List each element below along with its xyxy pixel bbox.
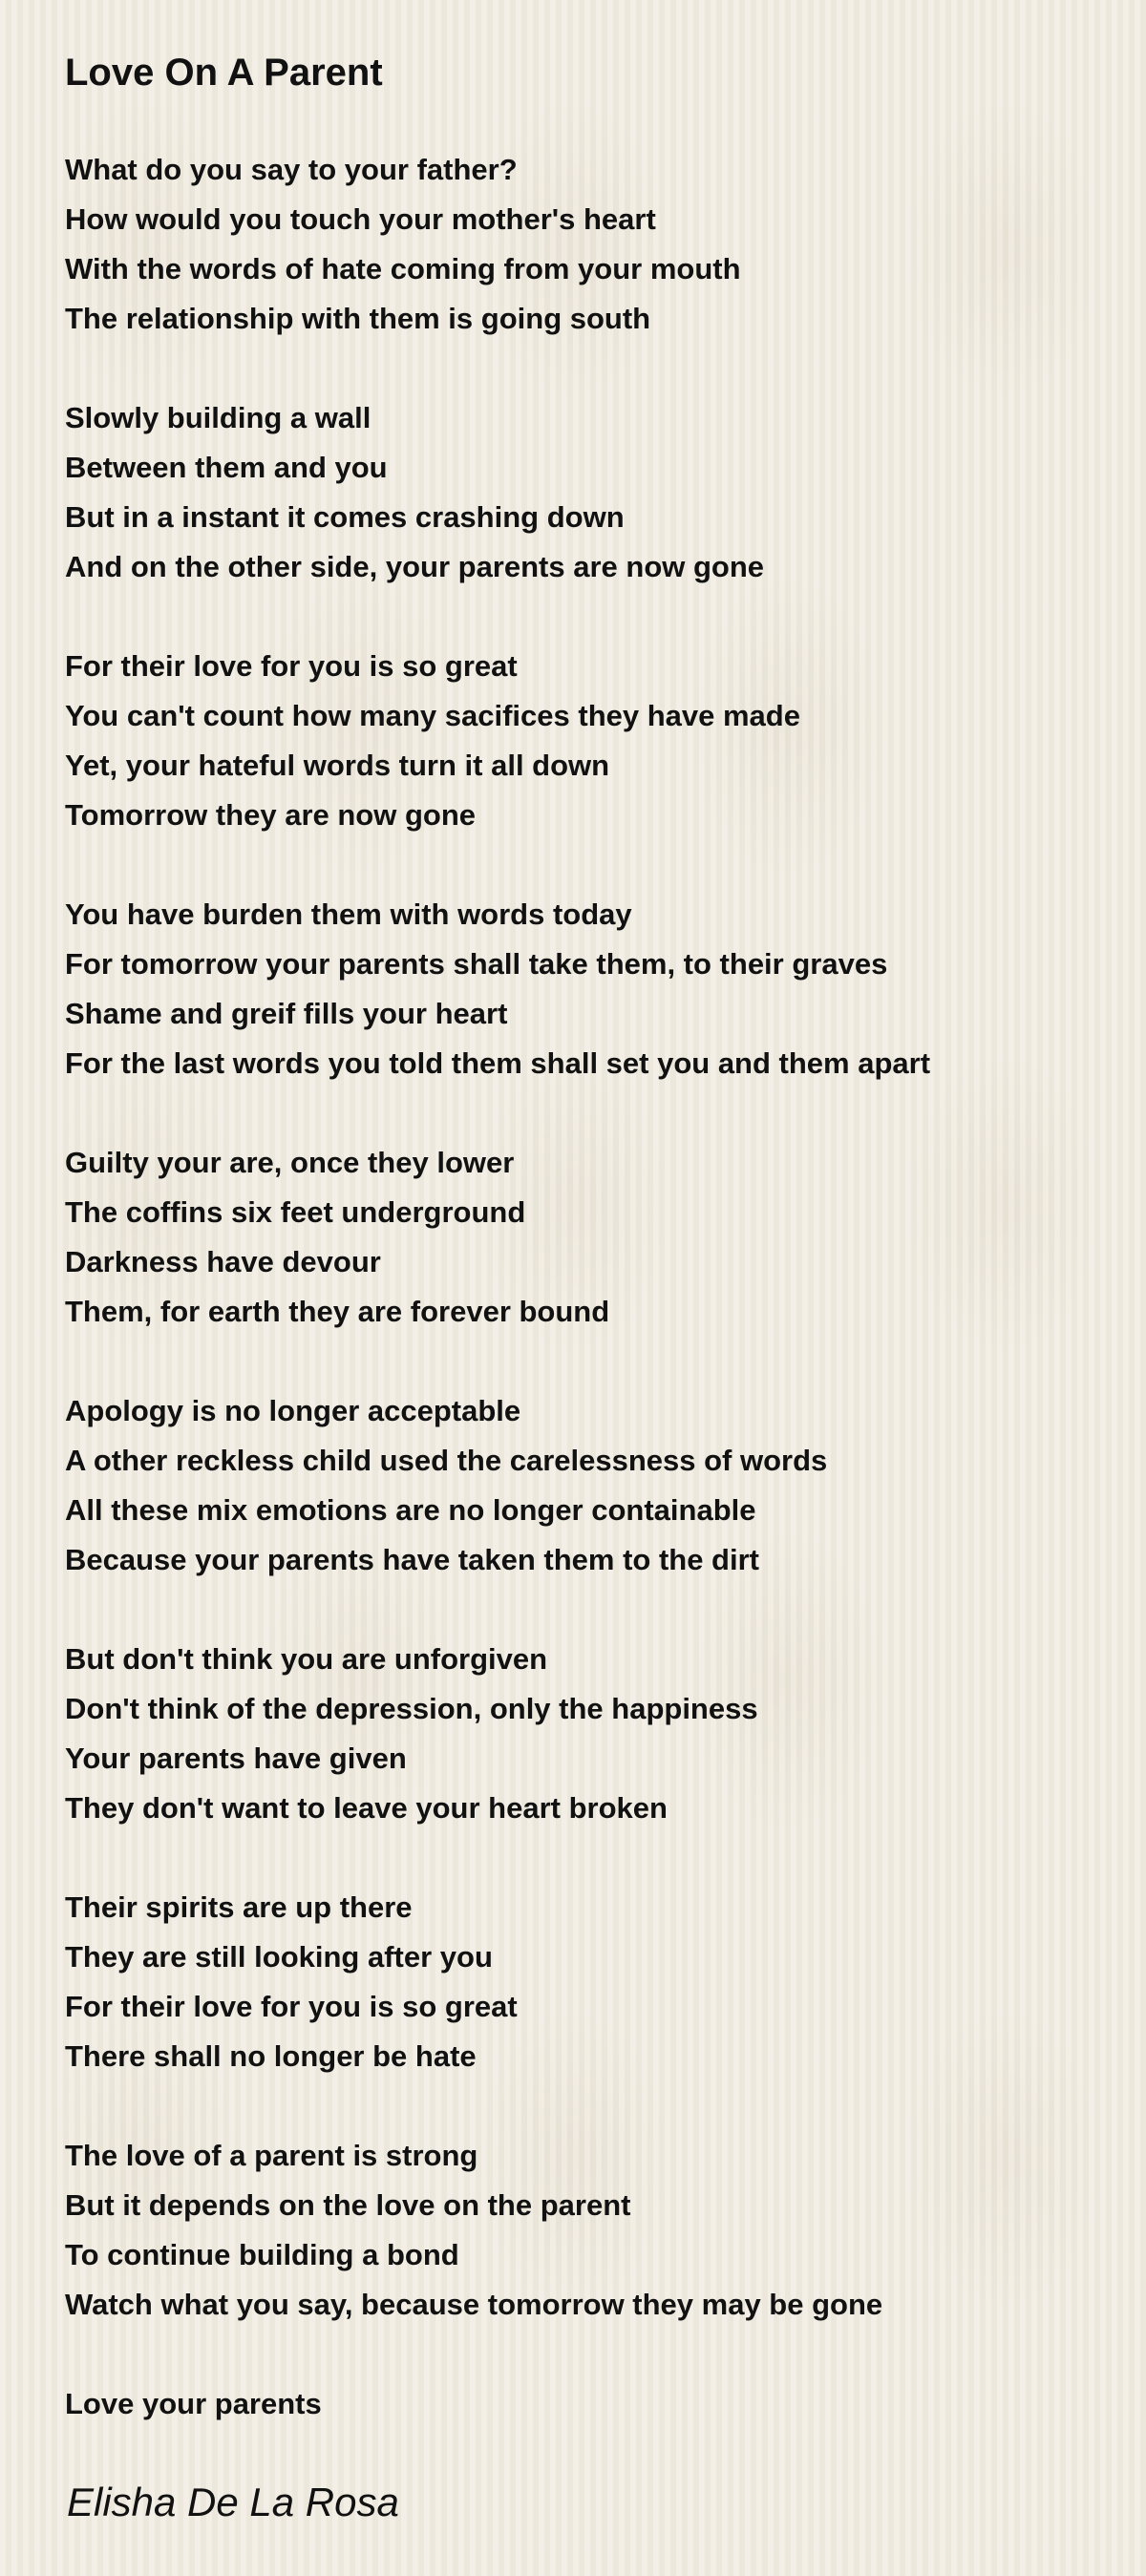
- poem-line: Them, for earth they are forever bound: [65, 1295, 610, 1328]
- poem-line: Apology is no longer acceptable: [65, 1394, 521, 1427]
- poem-line: They are still looking after you: [65, 1940, 493, 1974]
- poem-line: But it depends on the love on the parent: [65, 2188, 631, 2222]
- poem-line: Slowly building a wall: [65, 401, 371, 434]
- stanza-7: [65, 1635, 1115, 1833]
- poem-line: Don't think of the depression, only the happiness: [65, 1692, 758, 1725]
- poem-line: All these mix emotions are no longer containable: [65, 1493, 756, 1527]
- stanza-2: [65, 393, 1115, 592]
- stanza-1: [65, 145, 1115, 344]
- poem-line: The coffins six feet underground: [65, 1195, 526, 1229]
- poem-line: For tomorrow your parents shall take them, to their graves: [65, 947, 888, 981]
- stanza-4: [65, 890, 1115, 1088]
- stanza-10: [65, 2379, 1115, 2429]
- stanza-5: [65, 1138, 1115, 1337]
- poem-line: You have burden them with words today: [65, 897, 632, 931]
- stanza-3: [65, 642, 1115, 840]
- poem-line: Your parents have given: [65, 1742, 407, 1775]
- stanza-9: [65, 2131, 1115, 2330]
- poem-line: For their love for you is so great: [65, 1990, 518, 2023]
- poem-line: Shame and greif fills your heart: [65, 997, 508, 1030]
- poem-line: Yet, your hateful words turn it all down: [65, 749, 610, 782]
- poem-line: Watch what you say, because tomorrow they may be gone: [65, 2288, 883, 2321]
- poem-line: But in a instant it comes crashing down: [65, 500, 625, 534]
- poem-line: The relationship with them is going south: [65, 302, 651, 335]
- poem-line: Darkness have devour: [65, 1245, 381, 1278]
- poem-line: What do you say to your father?: [65, 153, 518, 186]
- poem-line: How would you touch your mother's heart: [65, 202, 656, 236]
- poem-line: Guilty your are, once they lower: [65, 1146, 515, 1179]
- stanza-8: [65, 1883, 1115, 2081]
- poem-line: They don't want to leave your heart broken: [65, 1791, 668, 1825]
- poem-line: A other reckless child used the carelessness of words: [65, 1444, 828, 1477]
- poem-title: Love On A Parent: [65, 52, 383, 94]
- poem-line: Tomorrow they are now gone: [65, 798, 477, 832]
- poem-line: Between them and you: [65, 451, 388, 484]
- poem-line: For their love for you is so great: [65, 649, 518, 683]
- poem-line: To continue building a bond: [65, 2238, 459, 2271]
- poem-line: For the last words you told them shall set you and them apart: [65, 1046, 931, 1080]
- poem-line: Because your parents have taken them to the dirt: [65, 1543, 759, 1576]
- poem-line: But don't think you are unforgiven: [65, 1642, 548, 1676]
- poem-body: [65, 145, 1115, 2479]
- stanza-6: [65, 1386, 1115, 1585]
- poem-line: There shall no longer be hate: [65, 2039, 477, 2073]
- poem-line: With the words of hate coming from your mouth: [65, 252, 741, 285]
- poem-author: Elisha De La Rosa: [67, 2480, 399, 2524]
- poem-line: The love of a parent is strong: [65, 2139, 478, 2172]
- poem-line: Their spirits are up there: [65, 1890, 413, 1924]
- poem-line: Love your parents: [65, 2387, 322, 2420]
- poem-line: And on the other side, your parents are now gone: [65, 550, 765, 583]
- poem-line: You can't count how many sacifices they have made: [65, 699, 800, 732]
